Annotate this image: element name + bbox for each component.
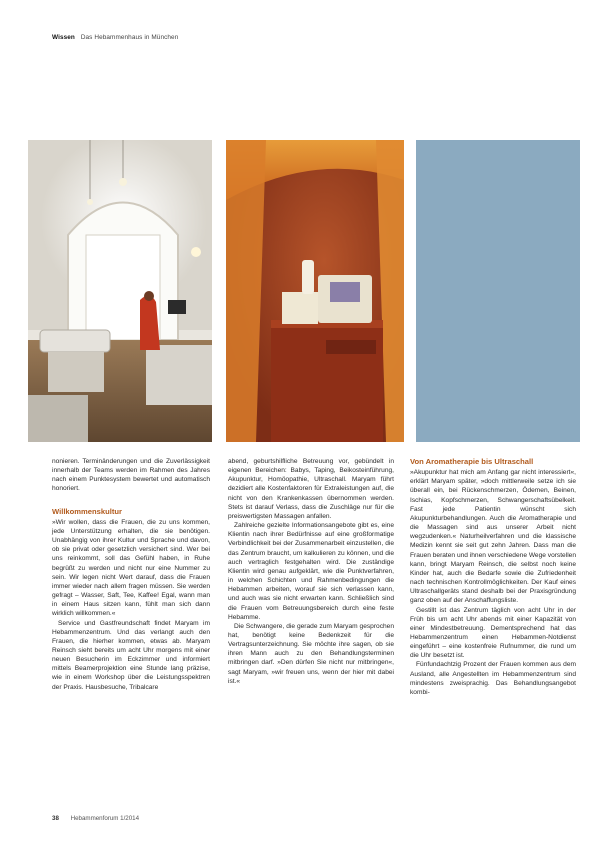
paragraph: »Wir wollen, dass die Frauen, die zu uns kommen, jede Unterstützung erhalten, die sie benötigen. Unabhängig von ihrer Kultur und Sprache und davon, ob sie privat oder gesetzlich versichert sind. Wer bei uns reinkommt, soll das Gefühl haben, in Ruhe begrüßt zu werden und nicht nur eine Nummer zu sein. Wir legen nicht Wert darauf, dass die Frauen immer wieder nach allem fragen müssen. Sie werden gefragt – Wasser, Saft, Tee, Kaffee! Egal, wann man in einem Haus sitzen kann, fühlt man sich dann wirklich willkommen.« xyxy=(52,518,210,618)
paragraph: Die Schwangere, die gerade zum Maryam gesprochen hat, benötigt keine Bedenkzeit für die Vertragsunterzeichnung. Sie möchte ihre sagen, ob sie ihren Mann auch zu den Behandlungsterminen mitbringen darf. »Den dürfen Sie nicht nur mitbringen«, sagt Maryam, »wir freuen uns, wenn der hier mit dabei ist.« xyxy=(228,622,394,685)
paragraph: Fünfundachtzig Prozent der Frauen kommen aus dem Ausland, alle Angestellten im Hebammenzentrum sind mindestens zweisprachig. Das Behandlungsangebot kombi- xyxy=(410,661,576,696)
paragraph: Service und Gastfreundschaft findet Maryam im Hebammenzentrum. Und das verlangt auch den Frauen, die hierher kommen, etwas ab. Maryam Reinsch sieht bereits um acht Uhr morgens mit einer neuen Besucherin im Eckzimmer und informiert mittels Beamerprojektion eine Stunde lang präzise, wie in einem Workshop über die Leistungsspektren der Praxis. Hausbesuche, Tribalcare xyxy=(52,619,210,691)
header-title: Das Hebammenhaus in München xyxy=(80,34,179,41)
publication-name: Hebammenforum 1/2014 xyxy=(70,815,140,822)
text-column-2 xyxy=(228,457,394,686)
text-column-1 xyxy=(52,457,210,692)
paragraph: Gestillt ist das Zentrum täglich von acht Uhr in der Früh bis um acht Uhr abends mit einer Kapazität von einer Mindestbetreuung. Dementsprechend hat das Hebammenzentrum einen Hebammen-Notdienst eingeführt – eine kostenfreie Rufnummer, die rund um die Uhr besetzt ist. xyxy=(410,606,576,660)
paragraph: nonieren. Terminänderungen und die Zuverlässigkeit innerhalb der Teams werden im Rahmen des Jahres nach einem Punktesystem bewertet und automatisch honoriert. xyxy=(52,458,210,493)
page-footer xyxy=(52,815,139,822)
paragraph: »Akupunktur hat mich am Anfang gar nicht interessiert«, erklärt Maryam später, »doch mittlerweile setze ich sie überall ein, bei Rückenschmerzen, Ödemen, Beinen, Ischias, Kopfschmerzen, Schwangerschaftsübelkeit. Fast jede Patientin wünscht sich Akupunkturbehandlungen. Auch die Aromatherapie und die Massagen sind aus unserer Arbeit nicht wegzudenken.« Naturheilverfahren und die klassische Medizin kennt sie seit gut zehn Jahren. Dass man die Frauen beraten und ihnen verschiedene Wege vorstellen kann, bringt Maryam Reinsch, die selbst noch keine Kinder hat, auch die Bedarfe sowie die Zufriedenheit nach technischen Kontrollmöglichkeiten. Der Kauf eines Ultraschallgeräts stand deshalb bei der Praxisgründung ganz oben auf der Anschaffungsliste. xyxy=(410,469,576,605)
section-heading: Von Aromatherapie bis Ultraschall xyxy=(410,457,534,466)
section-label: Wissen xyxy=(52,34,75,41)
blue-panel xyxy=(416,140,580,442)
page-number: 38 xyxy=(52,815,59,822)
treatment-room-photo xyxy=(28,140,212,442)
text-column-3 xyxy=(410,457,576,697)
section-heading: Willkommenskultur xyxy=(52,506,122,516)
paragraph: abend, geburtshilfliche Betreuung vor, gebündelt in eigenen Bereichen: Babys, Taping, Beikosteinführung, Akupunktur, Homöopathie, Ultraschall. Maryam führt dezidiert alle Kostenfaktoren für Extraleistungen auf, die nicht von den Krankenkassen übernommen werden. Stets ist darauf Verlass, dass die Zuschläge nur für die preiswertigsten Massagen anfallen. xyxy=(228,458,394,520)
paragraph: Zahlreiche gezielte Informationsangebote gibt es, eine Klientin nach ihrer Bedürfnisse auf eine großformatige Verbindlichkeit bei der Zusammenarbeit einzustellen, die das Zentrum braucht, um kalkulieren zu können, und die auch vertraglich festgehalten wird. Die zuständige Klientin wird genau aufgeklärt, wie die Punktverfahren, in welchen Schichten und Rahmenbedingungen die Hebammen arbeiten, worauf sie sich verlassen kann, und auch was sie nicht erwarten kann. Schließlich sind die Frauen vom Betreuungsbereich durch eine feste Hebamme. xyxy=(228,522,394,621)
acupuncture-device-photo xyxy=(226,140,404,442)
running-header xyxy=(52,34,178,41)
